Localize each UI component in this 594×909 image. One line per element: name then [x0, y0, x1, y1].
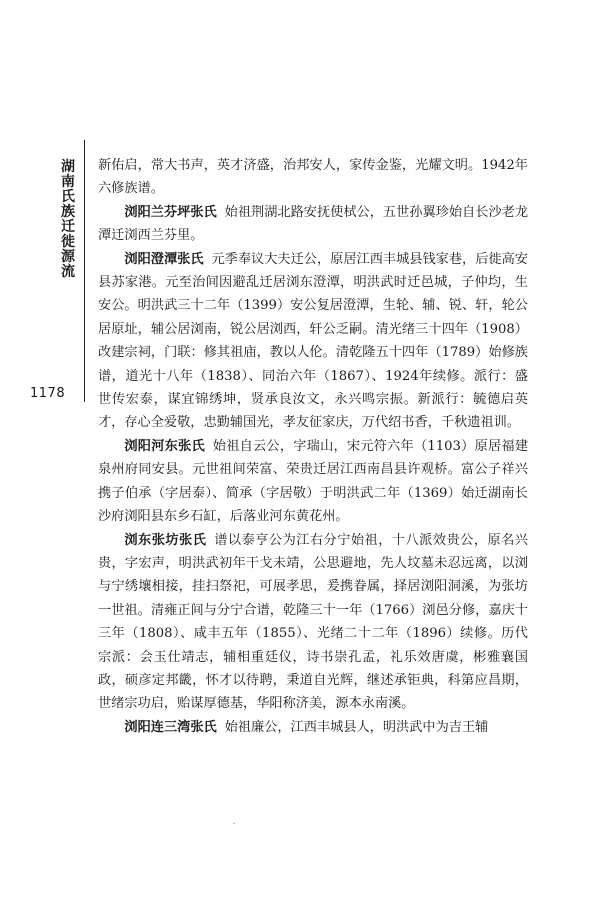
entry-paragraph — [98, 716, 528, 739]
paragraph-continued — [98, 154, 528, 201]
paragraph-text: 新佑启，常大书声，英才济盛，治邦安人，家传金鉴，光耀文明。1942年六修族谱。 — [98, 158, 528, 197]
scan-speck — [233, 823, 235, 824]
entry-paragraph — [98, 201, 528, 248]
entry-text: 元季奉议大夫迁公，原居江西丰城县钱家巷，后徙高安县苏家港。元至治间因避乱迁居浏东澄潭，明洪武时迁邑城，子仲均，生安公。明洪武三十二年（1399）安公复居澄潭，生轮、辅、锐、轩，轮公居原址，辅公居浏南，锐公居浏西，轩公乏嗣。清光绪三十四年（1908）改建宗祠，门联：修其祖庙，教以人伦。清乾隆五十四年（1789）始修族谱，道光十八年（1838）、同治六年（1867）、1924年续修。派行：盛世传宏泰，谋宜锦绣坤，贤承良汝文，永兴鸣宗振。新派行：毓德启英才，存心全爱敬，忠勤辅国光，孝友征家庆，万代绍书香，千秋遗祖训。 — [98, 251, 528, 431]
entry-paragraph — [98, 529, 528, 716]
entry-title: 浏阳连三湾张氏 — [124, 719, 217, 735]
entry-title: 浏阳兰芬坪张氏 — [124, 204, 217, 220]
running-header-title: 湖南氏族迁徙源流 — [61, 159, 75, 280]
entry-text: 始祖荆湖北路安抚使栻公，五世孙翼珍始自长沙老龙潭迁浏西兰芬里。 — [98, 204, 529, 244]
entry-title: 浏东张坊张氏 — [124, 532, 207, 548]
entry-paragraph — [98, 435, 528, 529]
entry-title: 浏阳澄潭张氏 — [124, 251, 204, 267]
entry-text: 始祖廉公，江西丰城县人，明洪武中为吉王辅 — [224, 719, 489, 735]
entry-text: 始祖自云公，字瑞山，宋元符六年（1103）原居福建泉州府同安县。元世祖间荣富、荣贵迁居江西南昌县许观桥。富公子祥兴携子伯承（字居泰）、简承（字居敬）于明洪武二年（1369）始迁湖南长沙府浏阳县东乡石缸，后落业河东黄花州。 — [98, 438, 529, 525]
body-text — [98, 154, 528, 739]
entry-title: 浏阳河东张氏 — [124, 438, 205, 454]
page-number: 1178 — [30, 386, 66, 401]
margin-rule — [84, 140, 85, 402]
entry-text: 谱以泰亨公为江右分宁始祖，十八派效贵公，原名兴贵，字宏声，明洪武初年干戈未靖，公思避地，先人坟墓未忍远离，以浏与宁绣壤相接，挂扫祭祀，可展孝思，爰携眷属，择居浏阳洞溪，为张坊一世祖。清雍正间与分宁合谱，乾隆三十一年（1766）浏邑分修，嘉庆十三年（1808）、咸丰五年（1855）、光绪二十二年（1896）续修。历代宗派：会玉仕靖志，辅相重廷仪，诗书崇孔孟，礼乐效唐虞，彬雅襄国政，硕彦定邦畿，怀才以待聘，秉道自光辉，继述承钜典，科第应昌期，世绪宗功启，贻谋厚德基，华阳称济美，源本永南溪。 — [98, 532, 528, 712]
entry-paragraph — [98, 248, 528, 435]
